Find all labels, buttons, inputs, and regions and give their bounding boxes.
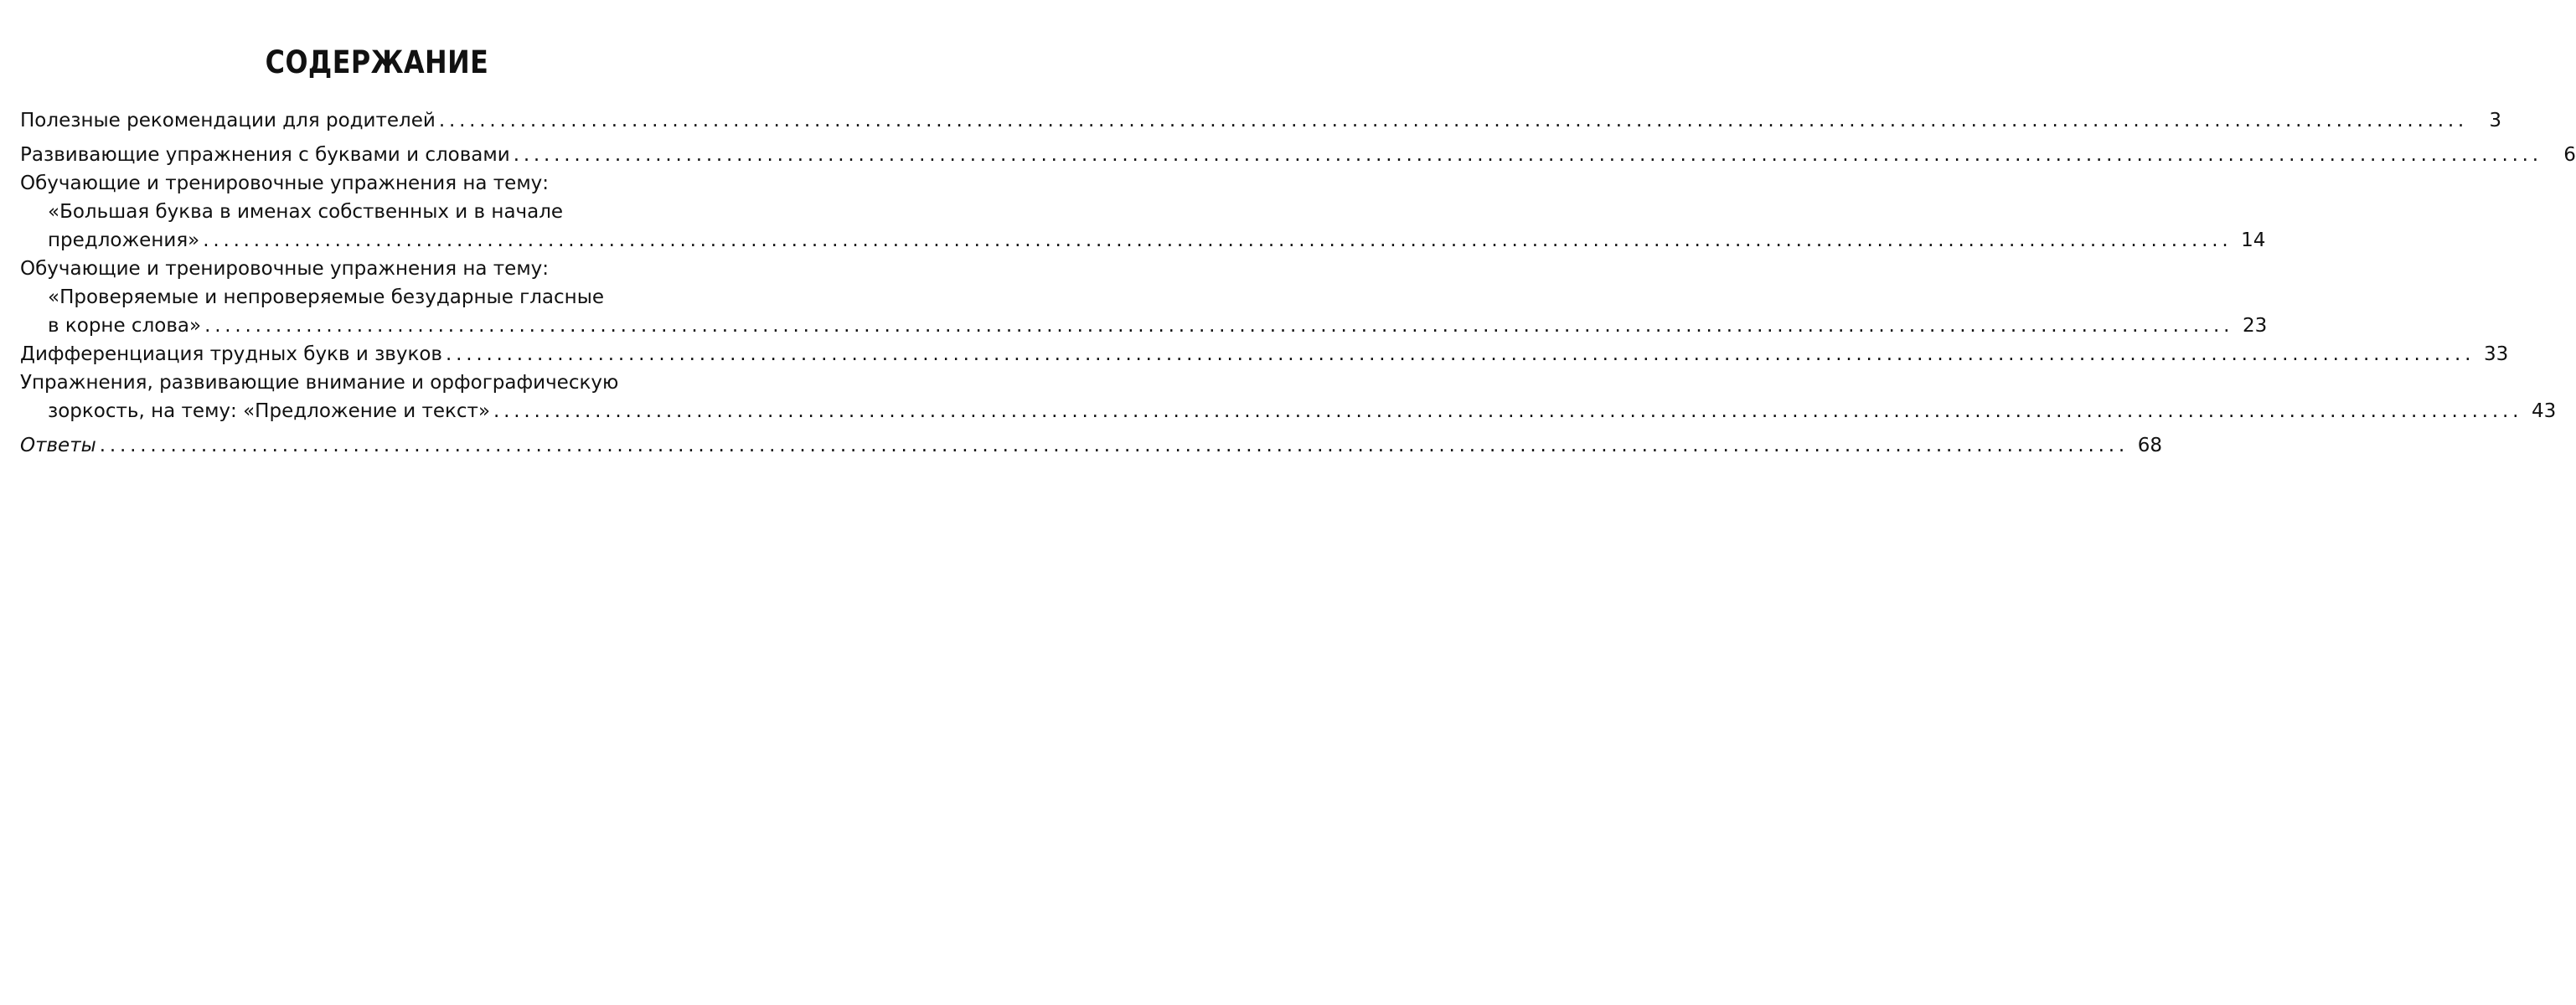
toc-entry (20, 368, 2557, 425)
dot-leader: ........................................................................................................................................................................................................ (446, 343, 2475, 365)
table-of-contents (20, 106, 2576, 460)
toc-entry (20, 169, 2266, 255)
toc-entry-line (20, 431, 2162, 460)
page-title: СОДЕРЖАНИЕ (265, 44, 489, 80)
dot-leader: ........................................................................................................................................................................................................ (204, 315, 2234, 337)
dot-leader: ........................................................................................................................................................................................................ (203, 229, 2233, 251)
dot-leader: ........................................................................................................................................................................................................ (438, 110, 2469, 131)
toc-entry (20, 106, 2502, 135)
toc-entry-title: Ответы (20, 435, 96, 456)
toc-entry-line (20, 312, 2268, 340)
toc-page-number: 43 (2531, 400, 2557, 422)
toc-entry-title: предложения» (48, 229, 200, 251)
toc-page-number: 6 (2563, 144, 2576, 166)
toc-entry (20, 340, 2509, 368)
toc-page-number: 14 (2241, 229, 2266, 251)
toc-entry-title: в корне слова» (48, 315, 202, 337)
toc-entry-line: «Большая буква в именах собственных и в начале (48, 201, 564, 223)
dot-leader: ........................................................................................................................................................................................................ (513, 144, 2542, 166)
toc-entry-line (20, 226, 2266, 255)
toc-entry-line (20, 340, 2509, 368)
toc-entry (20, 431, 2162, 460)
toc-entry-line: Обучающие и тренировочные упражнения на тему: (20, 173, 550, 194)
toc-entry-line: Упражнения, развивающие внимание и орфографическую (20, 372, 619, 394)
toc-entry-title: зоркость, на тему: «Предложение и текст» (48, 400, 491, 422)
toc-page-number: 33 (2483, 343, 2509, 365)
toc-entry-line (20, 141, 2576, 169)
toc-entry-line: Обучающие и тренировочные упражнения на тему: (20, 258, 550, 280)
dot-leader: ........................................................................................................................................................................................................ (493, 400, 2523, 422)
dot-leader: ........................................................................................................................................................................................................ (99, 435, 2129, 456)
toc-entry-line (20, 397, 2557, 425)
toc-page-number: 3 (2489, 110, 2502, 131)
toc-page-number: 23 (2243, 315, 2268, 337)
toc-entry (20, 255, 2268, 340)
toc-entry-title: Полезные рекомендации для родителей (20, 110, 436, 131)
toc-page-number: 68 (2137, 435, 2162, 456)
toc-entry-title: Дифференциация трудных букв и звуков (20, 343, 442, 365)
toc-entry (20, 141, 2576, 169)
toc-entry-line: «Проверяемые и непроверяемые безударные гласные (48, 286, 605, 308)
toc-entry-title: Развивающие упражнения с буквами и словами (20, 144, 510, 166)
toc-entry-line (20, 106, 2502, 135)
